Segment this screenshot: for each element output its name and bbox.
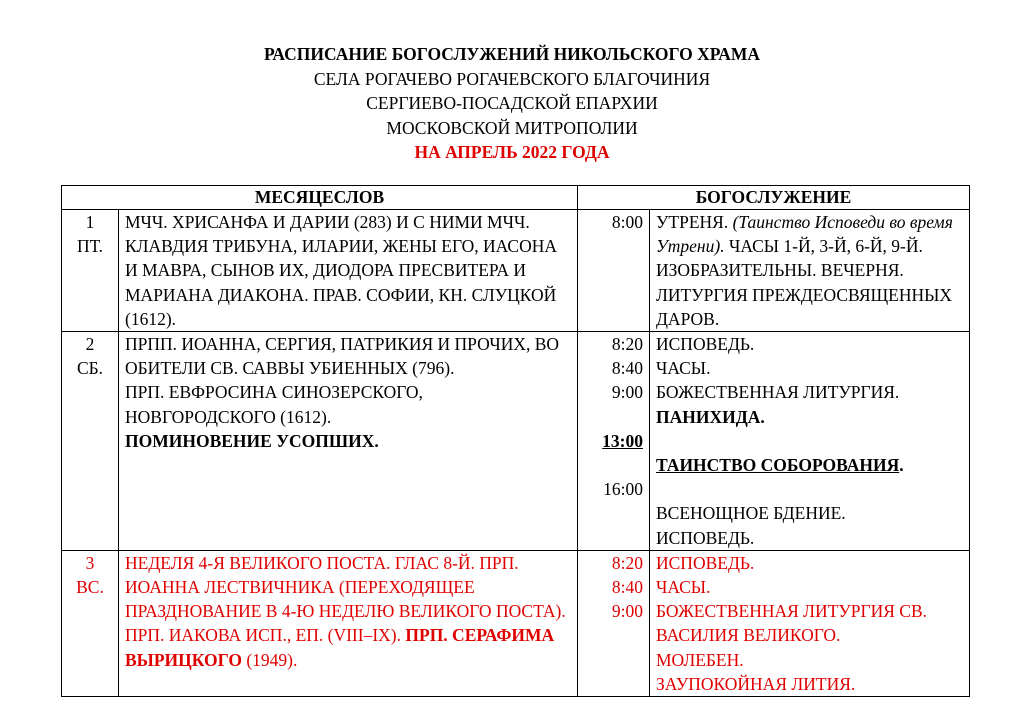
schedule-table [61,185,970,697]
spacer [656,477,963,501]
service-time: 8:20 [611,334,643,355]
service-time: 8:40 [611,358,643,379]
service-text: ВСЕНОЩНОЕ БДЕНИЕ. [656,503,846,524]
service-text: . [899,455,904,476]
table-row [62,550,970,696]
column-header-menologion: МЕСЯЦЕСЛОВ [62,186,578,210]
service-text: ЧАСЫ 1-Й, 3-Й, 6-Й, 9-Й. ИЗОБРАЗИТЕЛЬНЫ. ВЕЧЕРНЯ. ЛИТУРГИЯ ПРЕЖДЕОСВЯЩЕННЫХ ДАРОВ. [656,236,953,329]
title-line-4: МОСКОВСКОЙ МИТРОПОЛИИ [386,117,638,138]
column-header-service: БОГОСЛУЖЕНИЕ [578,186,970,210]
service-time: 9:00 [611,382,643,403]
spacer [584,405,643,429]
service-text: БОЖЕСТВЕННАЯ ЛИТУРГИЯ. [656,382,900,403]
menologion-text: НЕДЕЛЯ 4-Я ВЕЛИКОГО ПОСТА. ГЛАС 8-Й. ПРП. ИОАННА ЛЕСТВИЧНИКА (ПЕРЕХОДЯЩЕЕ ПРАЗДНОВАНИЕ В 4-Ю НЕДЕЛЮ ВЕЛИКОГО ПОСТА). ПРП. ИАКОВА ИСП., ЕП. (VIII–IX). [125,552,566,646]
service-text: ИСПОВЕДЬ. [656,334,755,355]
menologion-text: (1949). [241,649,298,670]
day-number: 2 [85,334,95,355]
title-line-2: СЕЛА РОГАЧЕВО РОГАЧЕВСКОГО БЛАГОЧИНИЯ [313,68,711,89]
menologion-commemoration: ПОМИНОВЕНИЕ УСОПШИХ. [125,430,379,451]
service-text: ЗАУПОКОЙНАЯ ЛИТИЯ. [656,673,856,694]
weekday: СБ. [76,358,104,379]
title-line-1: РАСПИСАНИЕ БОГОСЛУЖЕНИЙ НИКОЛЬСКОГО ХРАМА [263,44,761,64]
title-line-3: СЕРГИЕВО-ПОСАДСКОЙ ЕПАРХИИ [366,93,658,113]
service-cell [650,550,970,696]
menologion-cell [119,332,578,551]
menologion-cell [119,550,578,696]
day-cell [62,210,119,332]
day-number: 1 [85,212,95,232]
day-cell [62,332,119,551]
service-cell [650,210,970,332]
service-time: 8:20 [611,552,643,573]
time-cell [578,550,650,696]
service-text: ПАНИХИДА. [656,406,765,427]
service-cell [650,332,970,551]
table-row [62,210,970,332]
service-note: (Таинство Исповеди во время Утрени). [656,212,953,257]
menologion-cell [119,210,578,332]
service-time: 16:00 [603,479,643,500]
menologion-text: ПРП. ЕВФРОСИНА СИНОЗЕРСКОГО, НОВГОРОДСКОГО (1612). [125,382,423,427]
table-row [62,332,970,551]
service-text: УТРЕНЯ. [656,212,733,232]
day-cell [62,550,119,696]
service-text: ТАИНСТВО СОБОРОВАНИЯ [656,455,900,476]
service-text: ЧАСЫ. [656,358,711,379]
service-text: ИСПОВЕДЬ. [656,527,755,548]
service-time: 13:00 [602,430,643,451]
service-time: 8:40 [611,577,643,598]
day-number: 3 [85,552,95,573]
service-text: БОЖЕСТВЕННАЯ ЛИТУРГИЯ СВ. ВАСИЛИЯ ВЕЛИКОГО. [656,601,928,646]
service-text: ЧАСЫ. [656,577,711,598]
spacer [656,429,963,453]
weekday: ВС. [76,577,104,598]
time-cell [578,332,650,551]
menologion-text: МЧЧ. ХРИСАНФА И ДАРИИ (283) И С НИМИ МЧЧ. КЛАВДИЯ ТРИБУНА, ИЛАРИИ, ЖЕНЫ ЕГО, ИАСОНА И МАВРА, СЫНОВ ИХ, ДИОДОРА ПРЕСВИТЕРА И МАРИАНА ДИАКОНА. ПРАВ. СОФИИ, КН. СЛУЦКОЙ (1612). [125,212,558,329]
service-text: МОЛЕБЕН. [656,649,744,670]
service-text: ИСПОВЕДЬ. [656,552,755,573]
time-cell [578,210,650,332]
table-header-row [62,186,970,210]
menologion-text: ПРП. СЕРАФИМА ВЫРИЦКОГО [125,625,555,670]
service-time: 8:00 [611,212,643,232]
weekday: ПТ. [77,236,103,257]
spacer [584,453,643,477]
service-time: 9:00 [611,601,643,622]
document-header [0,42,1024,165]
menologion-text: ПРПП. ИОАННА, СЕРГИЯ, ПАТРИКИЯ И ПРОЧИХ, ВО ОБИТЕЛИ СВ. САВВЫ УБИЕННЫХ (796). [125,334,560,379]
title-month: НА АПРЕЛЬ 2022 ГОДА [414,142,610,162]
